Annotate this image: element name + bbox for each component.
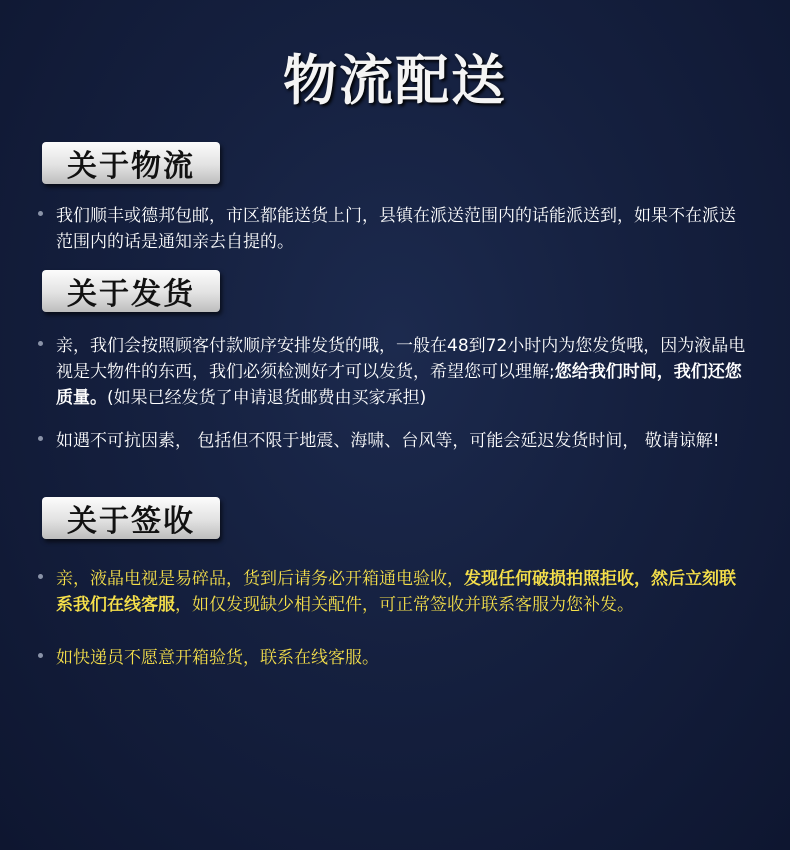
courier-paragraph [56,645,746,671]
section-header-logistics [42,142,220,184]
section-header-label: 关于签收 [67,504,195,539]
logistics-paragraph [56,203,746,255]
shipping-bold-text: 您给我们时间，我们还您质量。 [56,362,742,408]
shipping-tail-text: (如果已经发货了申请退货邮费由买家承担) [107,388,427,408]
bullet-dot [38,211,43,216]
section-header-label: 关于发货 [67,277,195,312]
shipping-paragraph [56,333,746,411]
bullet-dot [38,341,43,346]
signing-tail-text: ，如仅发现缺少相关配件，可正常签收并联系客服为您补发。 [175,595,634,615]
courier-text: 如快递员不愿意开箱验货，联系在线客服。 [56,648,379,668]
signing-text: 亲，液晶电视是易碎品，货到后请务必开箱通电验收， [56,569,464,589]
section-header-signing [42,497,220,539]
logistics-text: 我们顺丰或德邦包邮，市区都能送货上门，县镇在派送范围内的话能派送到，如果不在派送范围内的话是通知亲去自提的。 [56,206,736,252]
force-majeure-paragraph [56,428,746,454]
bullet-dot [38,574,43,579]
section-header-label: 关于物流 [67,149,195,184]
signing-paragraph [56,566,746,618]
page-title: 物流配送 [283,49,507,112]
signing-bold-text: 发现任何破损拍照拒收，然后立刻联系我们在线客服 [56,569,736,615]
force-majeure-text: 如遇不可抗因素， 包括但不限于地震、海啸、台风等，可能会延迟发货时间， 敬请谅解! [56,431,720,451]
shipping-text: 亲，我们会按照顾客付款顺序安排发货的哦，一般在48到72小时内为您发货哦，因为液晶电视是大物件的东西，我们必须检测好才可以发货，希望您可以理解; [56,336,746,382]
section-header-shipping [42,270,220,312]
bullet-dot [38,436,43,441]
bullet-dot [38,653,43,658]
